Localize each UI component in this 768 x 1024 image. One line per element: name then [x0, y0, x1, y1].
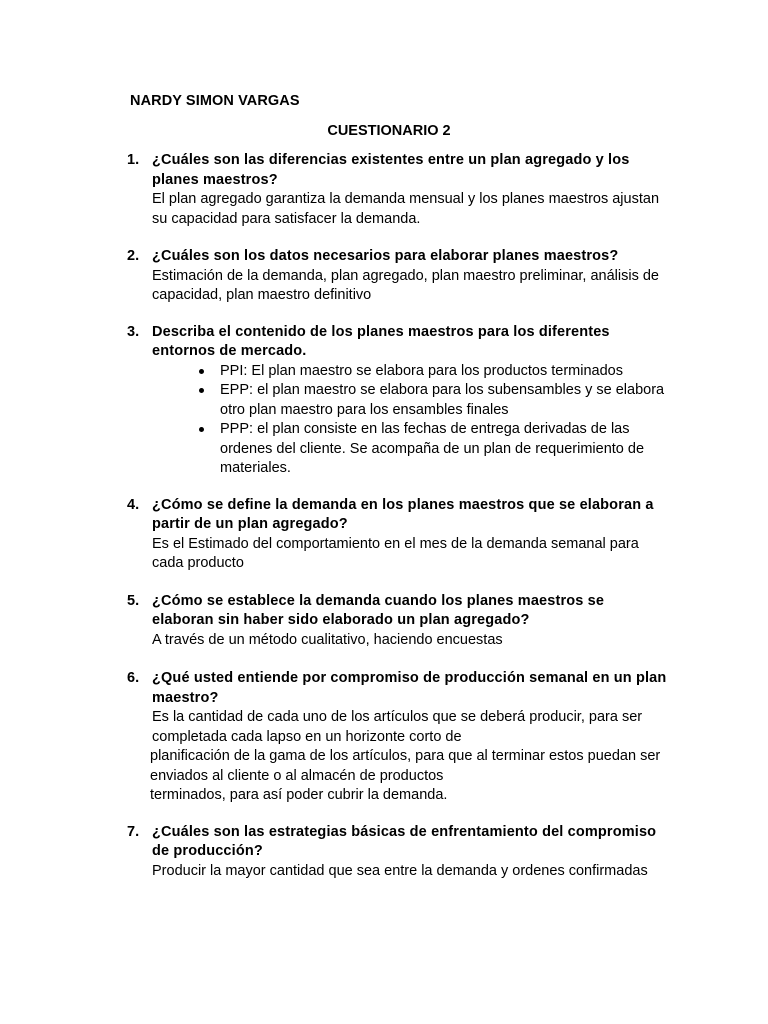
question-number: 1.	[127, 152, 140, 168]
bullet-item: PPP: el plan consiste en las fechas de entrega derivadas de las ordenes del cliente. Se acompaña de un plan de requerimiento de materiales.	[195, 420, 667, 479]
question-6	[127, 669, 667, 806]
question-number: 5.	[127, 592, 140, 609]
question-text: ¿Cómo se establece la demanda cuando los planes maestros se elaboran sin haber sido elaborado un plan agregado?	[152, 592, 605, 628]
question-text: ¿Qué usted entiende por compromiso de producción semanal en un plan maestro?	[152, 670, 667, 706]
question-number: 4.	[127, 496, 140, 513]
answer-text: A través de un método cualitativo, haciendo encuestas	[152, 631, 503, 648]
question-text: ¿Cuáles son las estrategias básicas de enfrentamiento del compromiso de producción?	[152, 823, 657, 859]
answer-text: Es el Estimado del comportamiento en el mes de la demanda semanal para cada producto	[152, 535, 639, 571]
question-number: 6.	[127, 670, 140, 686]
bullet-item: PPI: El plan maestro se elabora para los productos terminados	[195, 362, 667, 382]
question-number: 3.	[127, 323, 140, 340]
question-text: Describa el contenido de los planes maestros para los diferentes entornos de mercado.	[152, 323, 610, 359]
author-name: NARDY SIMON VARGAS	[130, 93, 300, 109]
question-text: ¿Cómo se define la demanda en los planes maestros que se elaboran a partir de un plan agregado?	[152, 496, 654, 532]
question-list	[127, 151, 667, 898]
question-7	[127, 823, 667, 882]
question-number: 7.	[127, 823, 140, 840]
answer-line: planificación de la gama de los artículos, para que al terminar estos puedan ser enviados al cliente o al almacén de productos	[150, 748, 661, 784]
bullet-item: EPP: el plan maestro se elabora para los subensambles y se elabora otro plan maestro para los ensambles finales	[195, 381, 667, 420]
question-text: ¿Cuáles son los datos necesarios para elaborar planes maestros?	[152, 248, 619, 264]
question-4	[127, 496, 667, 574]
question-5	[127, 592, 667, 651]
answer-text: Producir la mayor cantidad que sea entre la demanda y ordenes confirmadas	[152, 862, 648, 879]
question-1	[127, 151, 667, 229]
answer-text: Estimación de la demanda, plan agregado, plan maestro preliminar, análisis de capacidad, plan maestro definitivo	[152, 267, 659, 303]
answer-text: El plan agregado garantiza la demanda mensual y los planes maestros ajustan su capacidad para satisfacer la demanda.	[152, 191, 660, 227]
answer-line: Es la cantidad de cada uno de los artículos que se deberá producir, para ser completada cada lapso en un horizonte corto de	[152, 709, 643, 745]
question-text: ¿Cuáles son las diferencias existentes entre un plan agregado y los planes maestros?	[152, 152, 630, 188]
question-2	[127, 247, 667, 306]
answer-text	[152, 708, 667, 806]
document-title: CUESTIONARIO 2	[327, 123, 451, 139]
answer-line: terminados, para así poder cubrir la demanda.	[150, 787, 448, 803]
question-number: 2.	[127, 248, 140, 264]
question-3	[127, 323, 667, 479]
bullet-list	[152, 362, 667, 479]
